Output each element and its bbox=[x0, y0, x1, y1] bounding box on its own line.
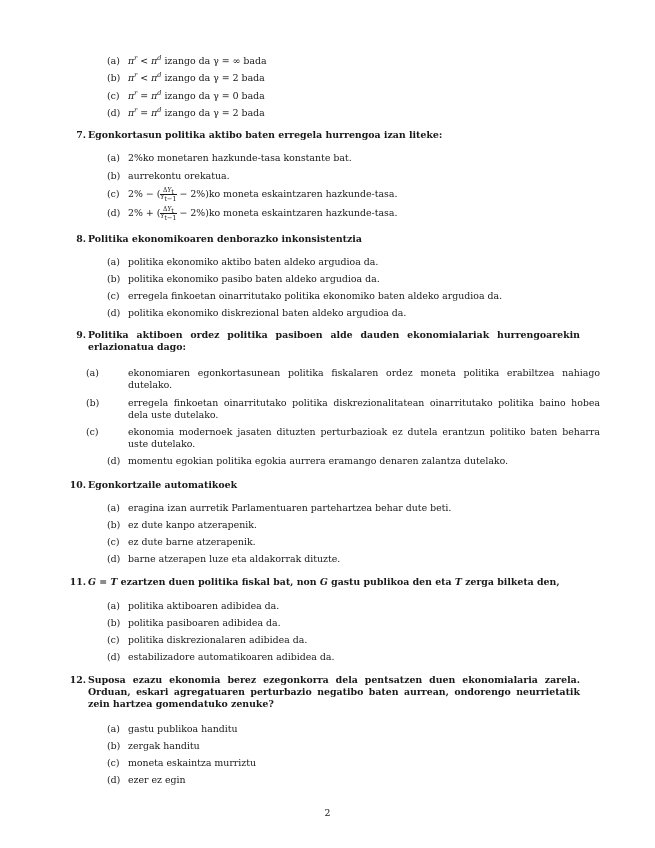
option-8b: (b) politika ekonomiko pasibo baten aldeko argudioa da. bbox=[107, 274, 380, 285]
option-9a: (a) ekonomiaren egonkortasunean politika fiskalaren ordez moneta politika erabiltzea nahiago dutelako. bbox=[86, 368, 600, 391]
option-7a: (a) 2%ko monetaren hazkunde-tasa konstante bat. bbox=[107, 153, 352, 164]
option-9b: (b) erregela finkoetan oinarritutako politika diskrezionalitatean oinarritutako politika baino hobea dela uste dutelako. bbox=[86, 398, 600, 421]
option-9d: (d) momentu egokian politika egokia aurrera eramango denaren zalantza dutelako. bbox=[107, 456, 509, 467]
option-6a: (a) $\pi^r < \pi^d$ izango da γ = ∞ bada bbox=[107, 53, 267, 67]
option-12c: (c) moneta eskaintza murriztu bbox=[107, 758, 257, 769]
option-11a: (a) politika aktiboaren adibidea da. bbox=[107, 601, 280, 612]
page-number: 2 bbox=[324, 808, 331, 819]
question-7: 7. Egonkortasun politika aktibo baten erregela hurrengoa izan liteke: bbox=[76, 130, 443, 141]
question-9: 9. Politika aktiboen ordez politika pasiboen alde dauden ekonomialariak hurrengoarekin erlazionatua dago: bbox=[76, 330, 580, 353]
question-11: 11. G = T ezartzen duen politika fiskal bat, non G gastu publikoa den eta T zerga bilketa den, bbox=[69, 577, 560, 588]
option-10c: (c) ez dute barne atzerapenik. bbox=[107, 537, 256, 548]
question-12: 12. Suposa ezazu ekonomia berez ezegonkorra dela pentsatzen duen ekonomialaria zarela. Orduan, eskari agregatuaren perturbazio negatibo baten aurrean, ondorengo neurrietatik zein hartzea gomendatuko zenuke? bbox=[69, 675, 580, 710]
option-9c: (c) ekonomia modernoek jasaten dituzten perturbazioak ez dutela erantzun politiko baten beharra uste dutelako. bbox=[86, 427, 600, 450]
option-6c: (c) $\pi^r = \pi^d$ izango da γ = 0 bada bbox=[107, 88, 265, 102]
option-12b: (b) zergak handitu bbox=[107, 741, 200, 752]
option-12a: (a) gastu publikoa handitu bbox=[107, 724, 238, 735]
option-10b: (b) ez dute kanpo atzerapenik. bbox=[107, 520, 257, 531]
option-6b: (b) $\pi^r < \pi^d$ izango da γ = 2 bada bbox=[107, 70, 265, 84]
question-8: 8. Politika ekonomikoaren denborazko inkonsistentzia bbox=[76, 234, 362, 245]
option-11d: (d) estabilizadore automatikoaren adibidea da. bbox=[107, 652, 335, 663]
option-7c: (c) 2% − ( $\frac{\Delta Y_t}{Y_{t-1}}$ − 2%)ko moneta eskaintzaren hazkunde-tasa. bbox=[107, 187, 398, 204]
option-11c: (c) politika diskrezionalaren adibidea da. bbox=[107, 635, 308, 646]
option-6d: (d) $\pi^r = \pi^d$ izango da γ = 2 bada bbox=[107, 105, 265, 119]
option-11b: (b) politika pasiboaren adibidea da. bbox=[107, 618, 281, 629]
option-12d: (d) ezer ez egin bbox=[107, 775, 186, 786]
option-7d: (d) 2% + ( $\frac{\Delta Y_t}{Y_{t-1}}$ − 2%)ko moneta eskaintzaren hazkunde-tasa. bbox=[107, 206, 398, 223]
option-10a: (a) eragina izan aurretik Parlamentuaren partehartzea behar dute beti. bbox=[107, 503, 452, 514]
question-10: 10. Egonkortzaile automatikoek bbox=[69, 480, 238, 491]
option-8d: (d) politika ekonomiko diskrezional baten aldeko argudioa da. bbox=[107, 308, 407, 319]
option-8a: (a) politika ekonomiko aktibo baten aldeko argudioa da. bbox=[107, 257, 379, 268]
option-10d: (d) barne atzerapen luze eta aldakorrak dituzte. bbox=[107, 554, 341, 565]
option-8c: (c) erregela finkoetan oinarritutako politika ekonomiko baten aldeko argudioa da. bbox=[107, 291, 503, 302]
option-7b: (b) aurrekontu orekatua. bbox=[107, 171, 230, 182]
